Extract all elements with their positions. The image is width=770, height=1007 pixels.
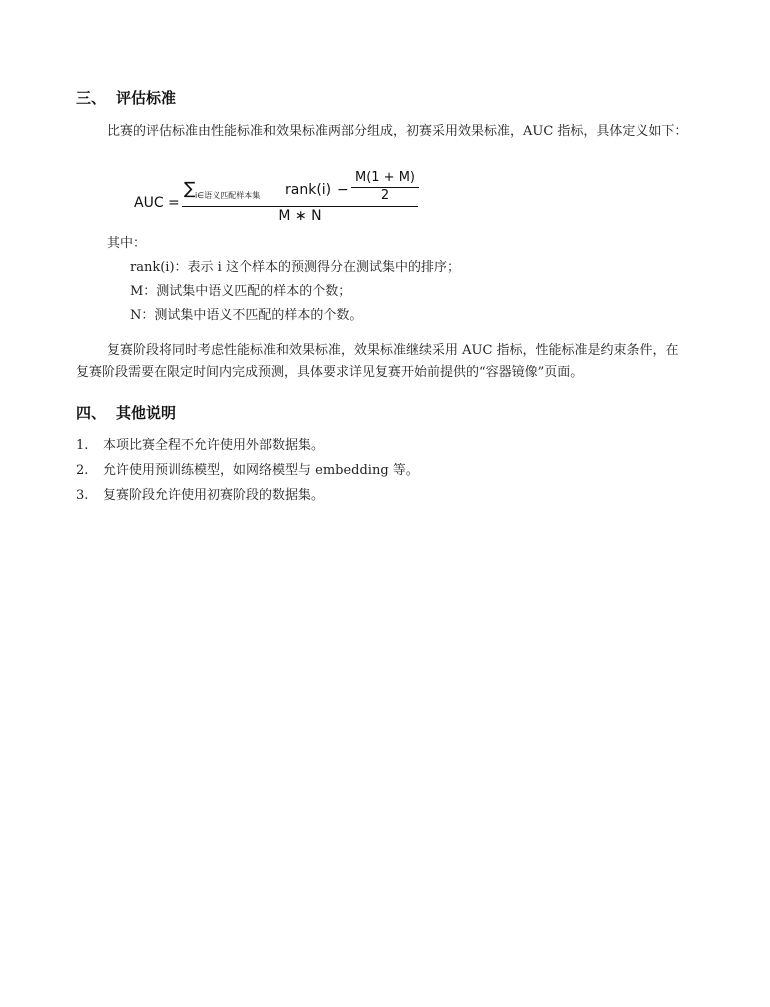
- list-item-text: 允许使用预训练模型，如网络模型与 embedding 等。: [103, 463, 419, 478]
- formula-inner-denominator: 2: [380, 188, 390, 203]
- evaluation-final-paragraph: 复赛阶段将同时考虑性能标准和效果标准，效果标准继续采用 AUC 指标，性能标准是约束条件，在复赛阶段需要在限定时间内完成预测，具体要求详见复赛开始前提供的“容器镜像”页面。: [76, 343, 679, 380]
- section-number: 四、: [76, 404, 107, 422]
- definition-m: M：测试集中语义匹配的样本的个数；: [130, 284, 352, 299]
- formula-minus: −: [337, 182, 349, 198]
- section-number: 三、: [76, 89, 107, 107]
- section-heading-evaluation: [76, 87, 176, 108]
- list-item: [76, 486, 324, 506]
- section-title: 其他说明: [116, 404, 177, 422]
- formula-numerator: [184, 170, 424, 204]
- list-item-text: 复赛阶段允许使用初赛阶段的数据集。: [103, 488, 325, 503]
- definition-rank: rank(i)：表示 i 这个样本的预测得分在测试集中的排序；: [130, 260, 460, 275]
- list-marker: 2.: [76, 463, 89, 478]
- where-label: 其中：: [107, 236, 147, 251]
- auc-formula: [134, 170, 434, 226]
- list-item: [76, 436, 324, 456]
- section-heading-other: [76, 402, 176, 423]
- formula-denominator: M ∗ N: [278, 208, 322, 224]
- formula-lhs: AUC =: [134, 195, 180, 211]
- formula-inner-numerator: M(1 + M): [354, 170, 415, 185]
- list-item-text: 本项比赛全程不允许使用外部数据集。: [103, 438, 325, 453]
- list-item: [76, 461, 419, 481]
- formula-main-fraction-bar: [182, 206, 418, 207]
- formula-sigma: ∑: [184, 179, 196, 199]
- list-marker: 1.: [76, 438, 89, 453]
- definition-n: N：测试集中语义不匹配的样本的个数。: [130, 308, 363, 323]
- list-marker: 3.: [76, 488, 89, 503]
- formula-subscript: i∈语义匹配样本集: [195, 191, 261, 200]
- section-title: 评估标准: [116, 89, 177, 107]
- evaluation-intro-paragraph: 比赛的评估标准由性能标准和效果标准两部分组成，初赛采用效果标准，AUC 指标，具体定义如下：: [107, 124, 688, 139]
- formula-rank: rank(i): [285, 182, 332, 198]
